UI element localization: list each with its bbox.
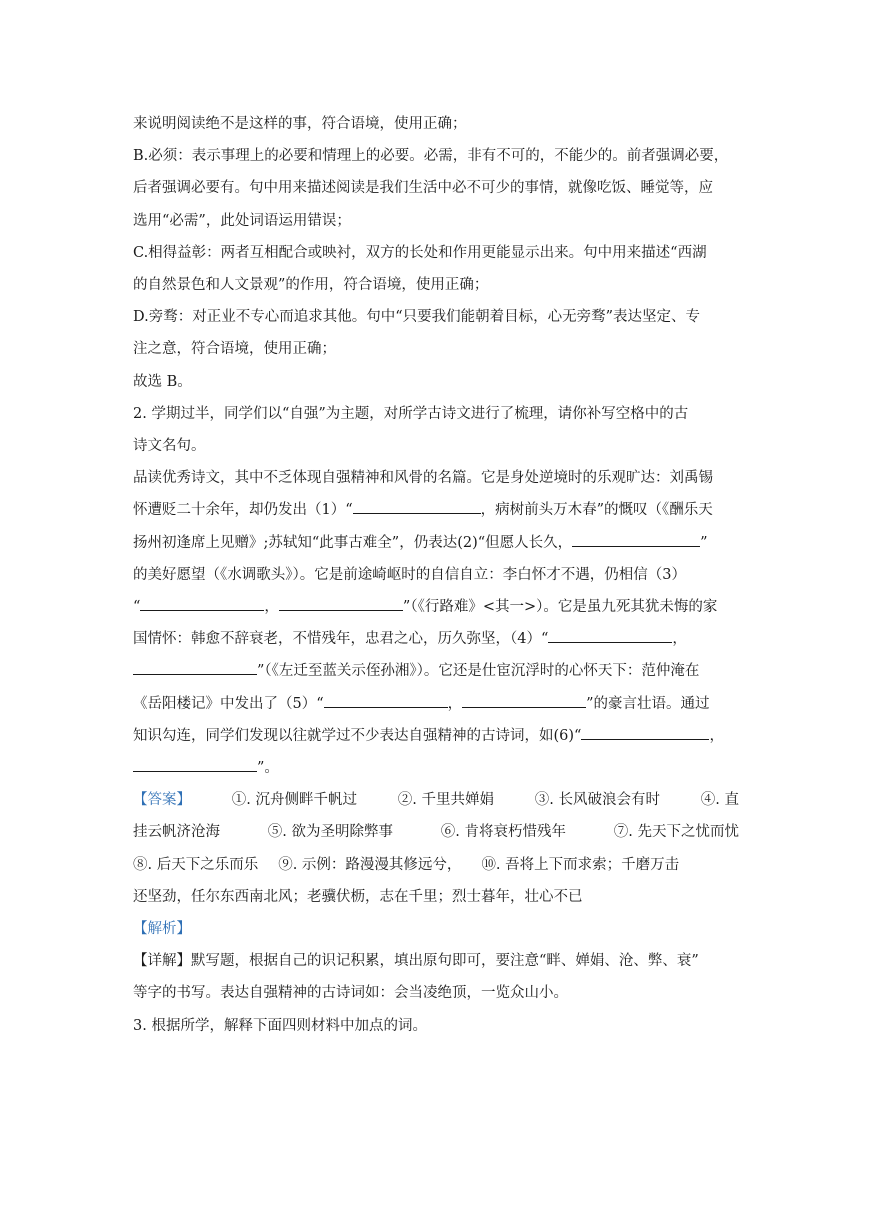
- passage-text: ，病树前头万木春”的慨叹（《酬乐天: [480, 502, 713, 519]
- passage-text: ，: [447, 695, 463, 712]
- q2-passage-line: [133, 752, 739, 784]
- q2-stem-line: 2. 学期过半，同学们以“自强”为主题，对所学古诗文进行了梳理，请你补写空格中的古: [133, 405, 689, 422]
- passage-text: ，: [672, 631, 687, 648]
- passage-text: 国情怀：韩愈不辞衰老，不惜残年，忠君之心，历久弥坚，（4）“: [133, 631, 549, 648]
- answer-continuation: 还坚劲，任尔东西南北风；老骥伏枥，志在千里；烈士暮年，壮心不已: [133, 888, 583, 905]
- option-d-line: D.旁骛：对正业不专心而追求其他。句中“只要我们能朝着目标，心无旁骛”表达坚定、专: [133, 309, 701, 326]
- passage-text: 扬州初逢席上见赠》;苏轼知“此事古难全”，仍表达(2)“但愿人长久，: [133, 534, 573, 551]
- option-b-line: B.必须：表示事理上的必要和情理上的必要。必需，非有不可的，不能少的。前者强调必要，: [133, 148, 729, 165]
- fill-blank[interactable]: [581, 723, 709, 740]
- q2-passage-line: 品读优秀诗文，其中不乏体现自强精神和风骨的名篇。它是身处逆境时的乐观旷达：刘禹锡: [133, 470, 713, 487]
- q2-passage-line: [133, 655, 739, 687]
- analysis-label: 【解析】: [133, 921, 191, 938]
- fill-blank[interactable]: [572, 530, 700, 547]
- answer-row: [133, 784, 739, 816]
- passage-text: ，: [264, 599, 279, 616]
- answer-label: 【答案】: [133, 792, 191, 809]
- option-b-line: 后者强调必要有。句中用来描述阅读是我们生活中必不可少的事情，就像吃饭、睡觉等，应: [133, 180, 713, 197]
- passage-text: 知识勾连，同学们发现以往就学过不少表达自强精神的古诗词，如(6)“: [133, 727, 582, 744]
- passage-text: ”（《左迁至蓝关示侄孙湘》）。它还是仕宦沉浮时的心怀天下：范仲淹在: [257, 663, 700, 680]
- passage-text: ”。: [257, 760, 279, 777]
- passage-text: 怀遭贬二十余年，却仍发出（1）“: [133, 502, 353, 519]
- analysis-line: 等字的书写。表达自强精神的古诗词如：会当凌绝顶，一览众山小。: [133, 985, 568, 1002]
- q3-stem: 3. 根据所学，解释下面四则材料中加点的词。: [133, 1017, 427, 1034]
- answer-item: ⑨. 示例：路漫漫其修远兮，: [278, 856, 462, 873]
- q2-passage-line: [133, 591, 739, 623]
- answer-item: ③. 长风破浪会有时: [534, 792, 660, 809]
- passage-text: ，: [709, 727, 724, 744]
- q1-explanation-line: 来说明阅读绝不是这样的事，符合语境，使用正确；: [133, 116, 467, 132]
- detail-label: 【详解】: [133, 953, 191, 970]
- q2-stem-line: 诗文名句。: [133, 438, 206, 455]
- passage-text: ”: [700, 534, 708, 551]
- answer-item: ⑦. 先天下之忧而忧: [613, 824, 739, 841]
- q2-passage-line: [133, 494, 739, 526]
- document-body: [133, 108, 739, 1042]
- answer-item: ⑥. 肯将衰朽惜残年: [440, 824, 566, 841]
- passage-text: 《岳阳楼记》中发出了（5）“: [133, 695, 324, 712]
- option-b-line: 选用“必需”，此处词语运用错误；: [133, 212, 351, 229]
- passage-text: ”（《行路难》<其一>）。它是虽九死其犹未悔的家: [402, 599, 718, 616]
- answer-item: ⑧. 后天下之乐而乐: [133, 856, 259, 873]
- q1-conclusion: 故选 B。: [133, 373, 192, 390]
- q2-passage-line: [133, 688, 739, 720]
- q2-passage-line: 的美好愿望（《水调歌头》）。它是前途崎岖时的自信自立：李白怀才不遇，仍相信（3）: [133, 566, 686, 583]
- answer-row: [133, 816, 739, 848]
- fill-blank[interactable]: [548, 626, 672, 643]
- answer-item: ①. 沉舟侧畔千帆过: [231, 792, 357, 809]
- analysis-line: [133, 945, 739, 977]
- fill-blank[interactable]: [353, 497, 481, 514]
- fill-blank[interactable]: [462, 691, 586, 708]
- fill-blank[interactable]: [324, 691, 448, 708]
- fill-blank[interactable]: [279, 594, 403, 611]
- fill-blank[interactable]: [133, 658, 257, 675]
- analysis-text: 默写题，根据自己的识记积累，填出原句即可，要注意“畔、婵娟、沧、弊、衰”: [191, 953, 699, 970]
- q2-passage-line: [133, 623, 739, 655]
- option-c-line: 的自然景色和人文景观”的作用，符合语境，使用正确；: [133, 277, 489, 294]
- answer-item: ⑤. 欲为圣明除弊事: [267, 824, 393, 841]
- fill-blank[interactable]: [133, 755, 257, 772]
- answer-item: ⑩. 吾将上下而求索；千磨万击: [481, 856, 680, 873]
- q2-passage-line: [133, 720, 739, 752]
- answer-row: [133, 849, 739, 881]
- q2-passage-line: [133, 527, 739, 559]
- option-d-line: 注之意，符合语境，使用正确；: [133, 341, 336, 358]
- answer-item: 挂云帆济沧海: [133, 824, 220, 841]
- fill-blank[interactable]: [140, 594, 264, 611]
- option-c-line: C.相得益彰：两者互相配合或映衬，双方的长处和作用更能显示出来。句中用来描述“西湖: [133, 244, 707, 261]
- passage-text: “: [133, 599, 141, 616]
- answer-item: ④. 直: [700, 792, 739, 809]
- answer-item: ②. 千里共婵娟: [397, 792, 494, 809]
- passage-text: ”的豪言壮语。通过: [586, 695, 710, 712]
